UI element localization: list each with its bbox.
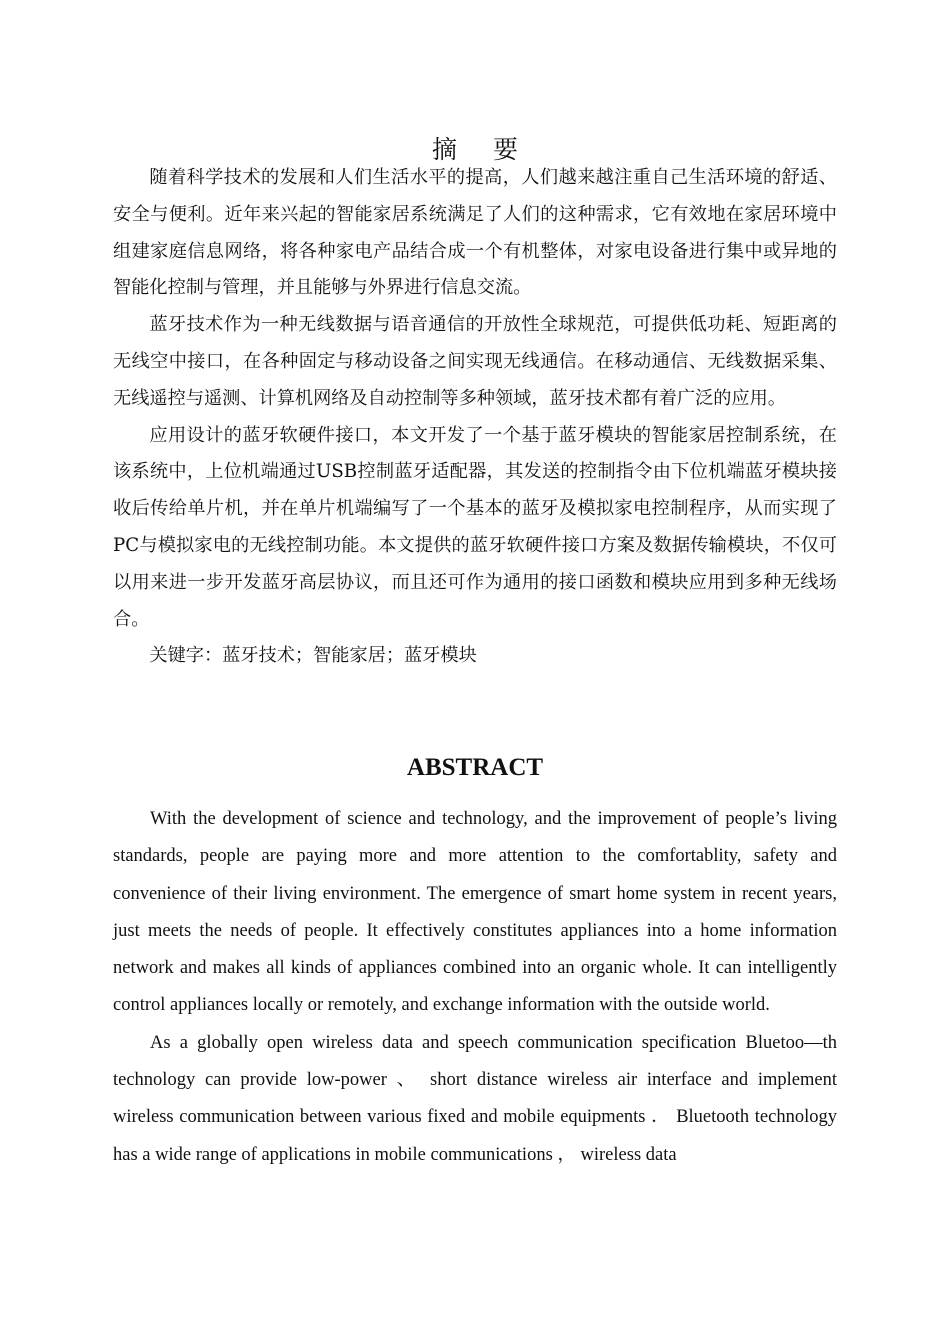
chinese-abstract-body bbox=[113, 160, 837, 675]
chinese-paragraph-2: 蓝牙技术作为一种无线数据与语音通信的开放性全球规范，可提供低功耗、短距离的无线空中接口，在各种固定与移动设备之间实现无线通信。在移动通信、无线数据采集、无线遥控与遥测、计算机网络及自动控制等多种领域，蓝牙技术都有着广泛的应用。 bbox=[113, 314, 837, 409]
chinese-abstract-title: 摘 要 bbox=[432, 135, 532, 164]
chinese-keywords: 关键字：蓝牙技术；智能家居；蓝牙模块 bbox=[149, 645, 477, 667]
english-paragraph-1: With the development of science and technology, and the improvement of people’s living standards, people are paying more and more attention to the comfortablity, safety and convenience of their living environment. The emergence of smart home system in recent years, just meets the needs of people. It effectively constitutes appliances into a home information network and makes all kinds of appliances combined into an organic whole. It can intelligently control appliances locally or remotely, and exchange information with the outside world. bbox=[113, 809, 837, 1016]
chinese-paragraph-3: 应用设计的蓝牙软硬件接口，本文开发了一个基于蓝牙模块的智能家居控制系统，在该系统中，上位机端通过USB控制蓝牙适配器，其发送的控制指令由下位机端蓝牙模块接收后传给单片机，并在单片机端编写了一个基本的蓝牙及模拟家电控制程序，从而实现了PC与模拟家电的无线控制功能。本文提供的蓝牙软硬件接口方案及数据传输模块，不仅可以用来进一步开发蓝牙高层协议，而且还可作为通用的接口函数和模块应用到多种无线场合。 bbox=[113, 424, 837, 630]
english-abstract-title: ABSTRACT bbox=[406, 754, 544, 781]
english-abstract-body bbox=[113, 801, 837, 1174]
chinese-paragraph-1: 随着科学技术的发展和人们生活水平的提高，人们越来越注重自己生活环境的舒适、安全与便利。近年来兴起的智能家居系统满足了人们的这种需求，它有效地在家居环境中组建家庭信息网络，将各种家电产品结合成一个有机整体，对家电设备进行集中或异地的智能化控制与管理，并且能够与外界进行信息交流。 bbox=[113, 167, 837, 299]
english-paragraph-2: As a globally open wireless data and speech communication specification Bluetoo—th technology can provide low-power 、 short distance wireless air interface and implement wireless communication between various fixed and mobile equipments ． Bluetooth technology has a wide range of applications in mobile communications ， wireless data bbox=[113, 1032, 837, 1165]
